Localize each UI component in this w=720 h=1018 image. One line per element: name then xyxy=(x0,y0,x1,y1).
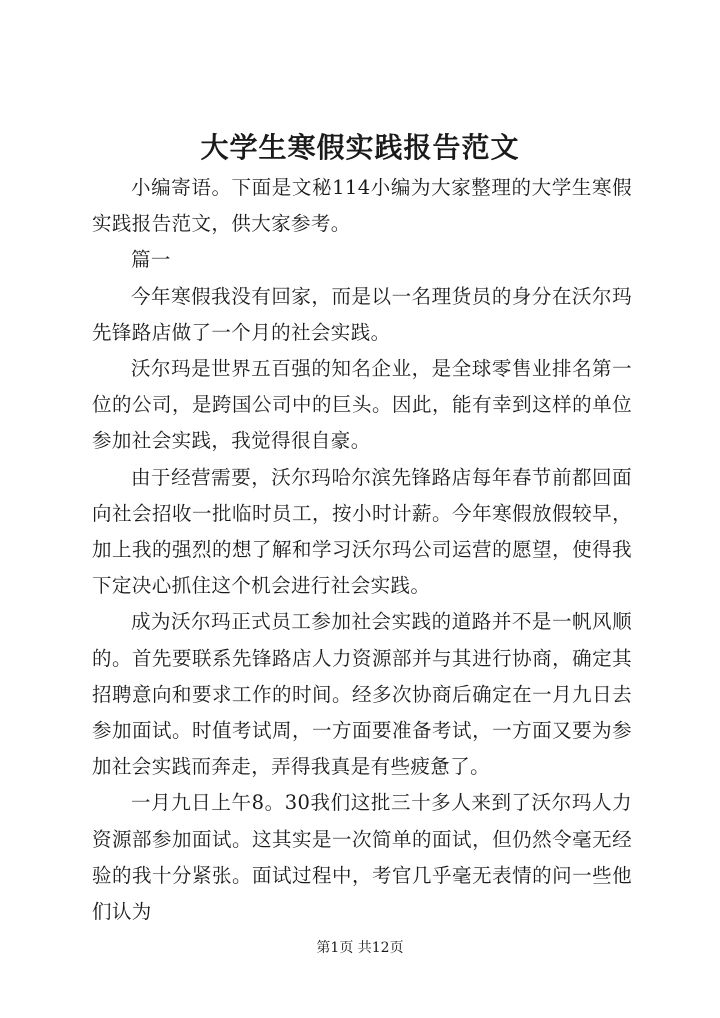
page-number-footer: 第1页 共12页 xyxy=(316,940,404,956)
paragraph: 由于经营需要，沃尔玛哈尔滨先锋路店每年春节前都回面向社会招收一批临时员工，按小时计薪。今年寒假放假较早，加上我的强烈的想了解和学习沃尔玛公司运营的愿望，使得我下定决心抓住这个机会进行社会实践。 xyxy=(92,465,632,598)
paragraph: 一月九日上午8。30我们这批三十多人来到了沃尔玛人力资源部参加面试。这其实是一次简单的面试，但仍然令毫无经验的我十分紧张。面试过程中，考官几乎毫无表情的问一些他们认为 xyxy=(92,791,632,924)
document-body xyxy=(92,170,632,930)
paragraph: 沃尔玛是世界五百强的知名企业，是全球零售业排名第一位的公司，是跨国公司中的巨头。因此，能有幸到这样的单位参加社会实践，我觉得很自豪。 xyxy=(92,357,632,453)
paragraph-section-heading: 篇一 xyxy=(131,248,171,272)
document-title: 大学生寒假实践报告范文 xyxy=(200,131,520,164)
paragraph-editor-note: 小编寄语。下面是文秘114小编为大家整理的大学生寒假实践报告范文，供大家参考。 xyxy=(92,176,632,236)
paragraph: 今年寒假我没有回家，而是以一名理货员的身分在沃尔玛先锋路店做了一个月的社会实践。 xyxy=(92,284,632,344)
paragraph: 成为沃尔玛正式员工参加社会实践的道路并不是一帆风顺的。首先要联系先锋路店人力资源部并与其进行协商，确定其招聘意向和要求工作的时间。经多次协商后确定在一月九日去参加面试。时值考试周，一方面要准备考试，一方面又要为参加社会实践而奔走，弄得我真是有些疲惫了。 xyxy=(92,610,632,779)
